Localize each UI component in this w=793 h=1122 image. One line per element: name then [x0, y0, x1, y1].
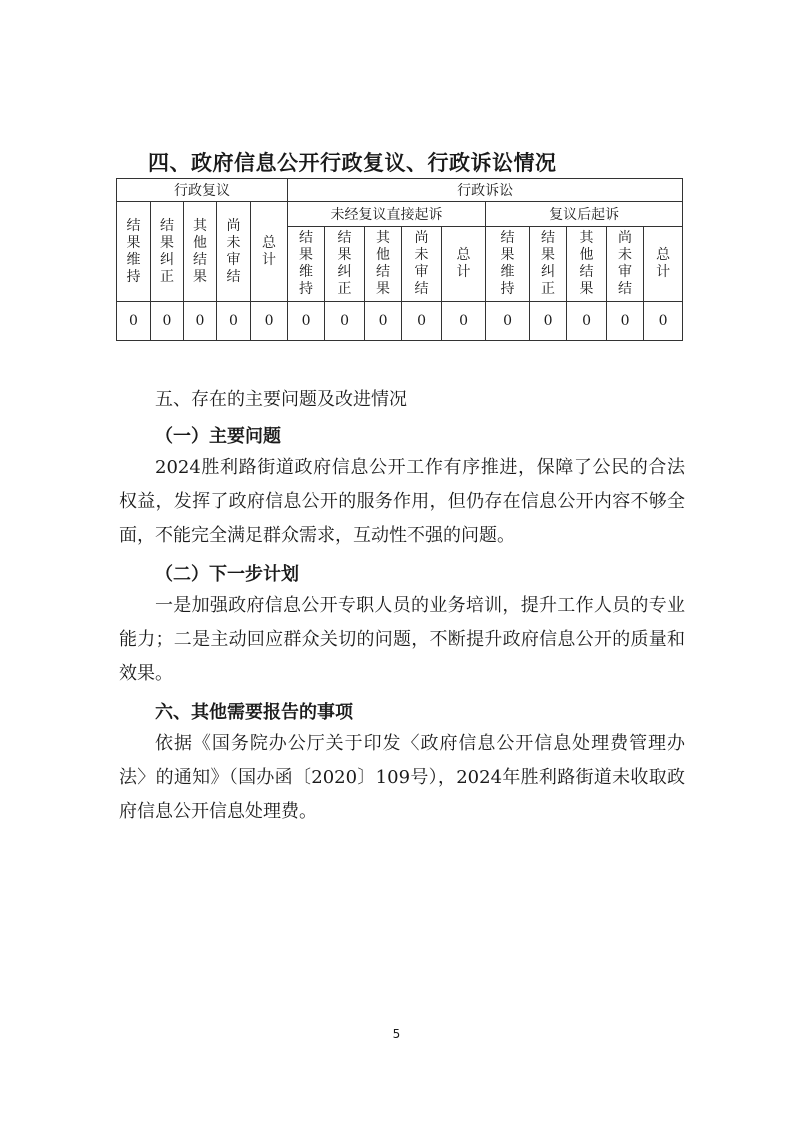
table-cell: 0	[151, 302, 184, 341]
statistics-table	[116, 178, 683, 341]
section6-para-block	[119, 727, 685, 829]
table-cell: 0	[486, 302, 530, 341]
direct-col-pending: 尚未审结	[402, 227, 442, 302]
direct-col-corrected: 结果纠正	[325, 227, 365, 302]
direct-col-upheld: 结果维持	[288, 227, 325, 302]
after-col-total: 总计	[644, 227, 683, 302]
table-cell: 0	[402, 302, 442, 341]
table-cell: 0	[288, 302, 325, 341]
review-col-total: 总计	[251, 202, 288, 302]
section5-para2: 一是加强政府信息公开专职人员的业务培训，提升工作人员的专业能力；二是主动回应群众关切的问题，不断提升政府信息公开的质量和效果。	[119, 595, 685, 684]
review-col-pending: 尚未审结	[217, 202, 251, 302]
after-col-pending: 尚未审结	[607, 227, 644, 302]
table-cell: 0	[217, 302, 251, 341]
table-cell: 0	[184, 302, 217, 341]
section5-title: 五、存在的主要问题及改进情况	[155, 389, 407, 410]
after-col-other: 其他结果	[567, 227, 607, 302]
table-cell: 0	[325, 302, 365, 341]
review-col-corrected: 结果纠正	[151, 202, 184, 302]
review-col-upheld: 结果维持	[117, 202, 151, 302]
direct-col-total: 总计	[442, 227, 486, 302]
after-col-upheld: 结果维持	[486, 227, 530, 302]
table-cell: 0	[442, 302, 486, 341]
section5-para1-block	[119, 451, 685, 553]
table-cell: 0	[607, 302, 644, 341]
section6-title: 六、其他需要报告的事项	[155, 702, 353, 723]
section4-title: 四、政府信息公开行政复议、行政诉讼情况	[148, 151, 557, 175]
admin-review-header: 行政复议	[117, 179, 288, 202]
table-values-row	[117, 302, 683, 341]
direct-col-other: 其他结果	[365, 227, 402, 302]
admin-litigation-header: 行政诉讼	[288, 179, 683, 202]
table-header-row-1	[117, 179, 683, 202]
table-cell: 0	[251, 302, 288, 341]
section6-para: 依据《国务院办公厅关于印发〈政府信息公开信息处理费管理办法〉的通知》（国办函〔2020〕109号），2024年胜利路街道未收取政府信息公开信息处理费。	[119, 733, 685, 822]
section5-sub1: （一）主要问题	[155, 426, 281, 447]
table-header-row-2	[117, 202, 683, 227]
section5-sub2: （二）下一步计划	[155, 564, 299, 585]
direct-litigation-header: 未经复议直接起诉	[288, 202, 486, 227]
table-cell: 0	[530, 302, 567, 341]
after-review-litigation-header: 复议后起诉	[486, 202, 683, 227]
table-cell: 0	[567, 302, 607, 341]
table-cell: 0	[117, 302, 151, 341]
page-number: 5	[392, 1027, 401, 1041]
review-col-other: 其他结果	[184, 202, 217, 302]
section5-para2-block	[119, 589, 685, 691]
table-cell: 0	[644, 302, 683, 341]
section5-para1: 2024胜利路街道政府信息公开工作有序推进，保障了公民的合法权益，发挥了政府信息公开的服务作用，但仍存在信息公开内容不够全面，不能完全满足群众需求，互动性不强的问题。	[119, 457, 685, 546]
table-cell: 0	[365, 302, 402, 341]
after-col-corrected: 结果纠正	[530, 227, 567, 302]
